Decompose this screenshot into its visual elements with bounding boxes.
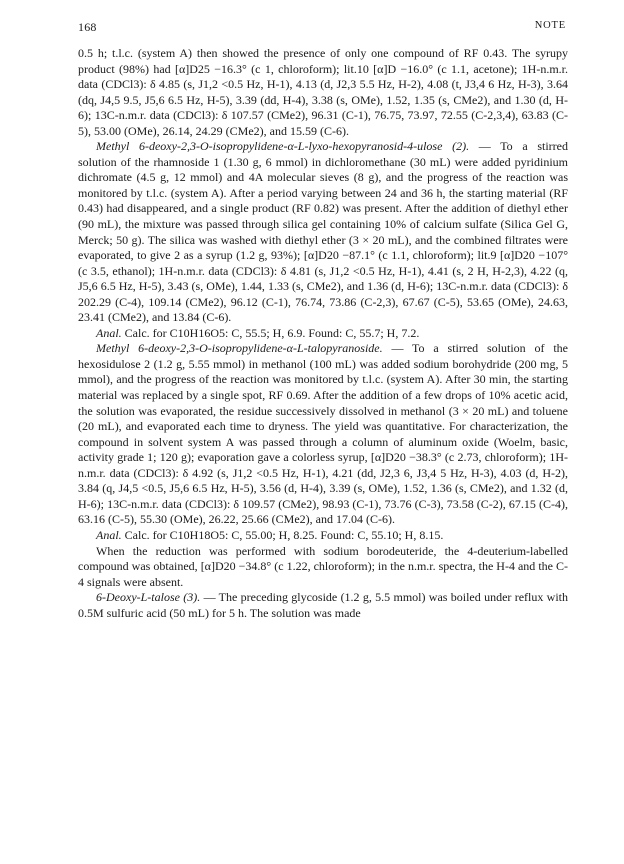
paragraph (78, 590, 568, 621)
paragraph-text: — To a stirred solution of the rhamnoside 1 (1.30 g, 6 mmol) in dichloromethane (30 mL) were added pyridinium dichromate (4.5 g, 12 mmol) and 4A molecular sieves (8 g), and the progress of the reaction was monitored by t.l.c. (system A). After a period varying between 24 and 36 h, the starting material (RF 0.43) had disappeared, and a single product (RF 0.82) was present. After the addition of diethyl ether (90 mL), the mixture was passed through silica gel containing 10% of calcium sulfate (Silica Gel G, Merck; 50 g). The silica was washed with diethyl ether (3 × 20 mL), and the combined filtrates were evaporated, to give 2 as a syrup (1.2 g, 93%); [α]D20 −87.1° (c 1.1, chloroform); lit.9 [α]D20 −107° (c 3.5, ethanol); 1H-n.m.r. data (CDCl3): δ 4.81 (s, J1,2 <0.5 Hz, H-1), 4.41 (s, 2 H, H-2,3), 4.22 (q, J5,6 6.5 Hz, H-5), 3.43 (s, OMe), 1.44, 1.33 (s, CMe2), and 1.36 (d, H-6); 13C-n.m.r. data (CDCl3): δ 202.29 (C-4), 109.14 (CMe2), 96.12 (C-1), 76.74, 73.86 (C-2,3), 67.67 (C-5), 53.65 (OMe), 24.63, 23.41 (CMe2), and 13.84 (C-6). (78, 139, 569, 325)
paragraph (78, 341, 568, 528)
running-title: NOTE (534, 20, 566, 31)
paragraph-text: Calc. for C10H16O5: C, 55.5; H, 6.9. Found: C, 55.7; H, 7.2. (121, 325, 420, 340)
analysis-heading: Anal. (96, 527, 122, 542)
analysis-heading: Anal. (96, 325, 122, 340)
page-header (78, 20, 566, 35)
paragraph-text: — The preceding glycoside (1.2 g, 5.5 mmol) was boiled under reflux with 0.5M sulfuric acid (50 mL) for 5 h. The solution was made (78, 590, 568, 620)
page-number: 168 (78, 20, 97, 34)
paragraph-text: 0.5 h; t.l.c. (system A) then showed the presence of only one compound of RF 0.43. The syrupy product (98%) had [α]D25 −16.3° (c 1, chloroform); lit.10 [α]D −16.0° (c 1.1, acetone); 1H-n.m.r. data (CDCl3): δ 4.85 (s, J1,2 <0.5 Hz, H-1), 4.13 (d, J2,3 5.5 Hz, H-2), 4.08 (t, J3,4 6 Hz, H-3), 3.64 (dq, J4,5 9.5, J5,6 6.5 Hz, H-5), 3.39 (dd, H-4), 3.38 (s, OMe), 1.52, 1.35 (s, CMe2), and 1.30 (d, H-6); 13C-n.m.r. data (CDCl3): δ 107.57 (CMe2), 96.31 (C-1), 76.75, 73.97, 72.55 (C-2,3,4), 63.83 (C-5), 53.00 (OMe), 26.14, 24.29 (CMe2), and 15.59 (C-6). (78, 46, 568, 138)
paragraph (78, 46, 568, 139)
paragraph (78, 528, 568, 544)
paragraph-text: — To a stirred solution of the hexosidulose 2 (1.2 g, 5.55 mmol) in methanol (100 mL) was added sodium borohydride (200 mg, 5 mmol), and the progress of the reaction was monitored by t.l.c. (system A). After 30 min, the starting material was replaced by a single spot, RF 0.69. After the addition of a few drops of 10% acetic acid, the solution was evaporated, the residue successively dissolved in methanol (3 × 20 mL) and toluene (20 mL), and evaporated each time to dryness. The yield was quantitative. For characterization, the compound in solvent system A was passed through a column of aluminum oxide (Woelm, basic, activity grade 1; 120 g); evaporation gave a colorless syrup, [α]D20 −38.3° (c 2.73, chloroform); 1H-n.m.r. data (CDCl3): δ 4.92 (s, J1,2 <0.5 Hz, H-1), 4.21 (dd, J2,3 6, J3,4 5 Hz, H-3), 4.03 (d, H-2), 3.84 (q, J4,5 <0.5, J5,6 6.5 Hz, H-5), 3.56 (d, H-4), 3.39 (s, OMe), 1.52, 1.36 (s, CMe2), and 1.32 (d, H-6); 13C-n.m.r. data (CDCl3): δ 109.57 (CMe2), 98.93 (C-1), 73.76 (C-3), 73.58 (C-2), 67.15 (C-4), 63.16 (C-5), 55.30 (OMe), 26.22, 25.66 (CMe2), and 17.04 (C-6). (78, 341, 568, 527)
paragraph (78, 139, 568, 326)
body-text (78, 46, 568, 621)
paragraph (78, 544, 568, 591)
compound-heading: Methyl 6-deoxy-2,3-O-isopropylidene-α-L-lyxo-hexopyranosid-4-ulose (2). (96, 139, 470, 154)
compound-heading: Methyl 6-deoxy-2,3-O-isopropylidene-α-L-talopyranoside. (96, 341, 383, 356)
paragraph-text: When the reduction was performed with sodium borodeuteride, the 4-deuterium-labelled compound was obtained, [α]D20 −34.8° (c 1.22, chloroform); in the n.m.r. spectra, the H-4 and the C-4 signals were absent. (78, 543, 568, 589)
compound-heading: 6-Deoxy-L-talose (3). (96, 590, 201, 605)
paragraph (78, 326, 568, 342)
paragraph-text: Calc. for C10H18O5: C, 55.00; H, 8.25. Found: C, 55.10; H, 8.15. (121, 527, 444, 542)
